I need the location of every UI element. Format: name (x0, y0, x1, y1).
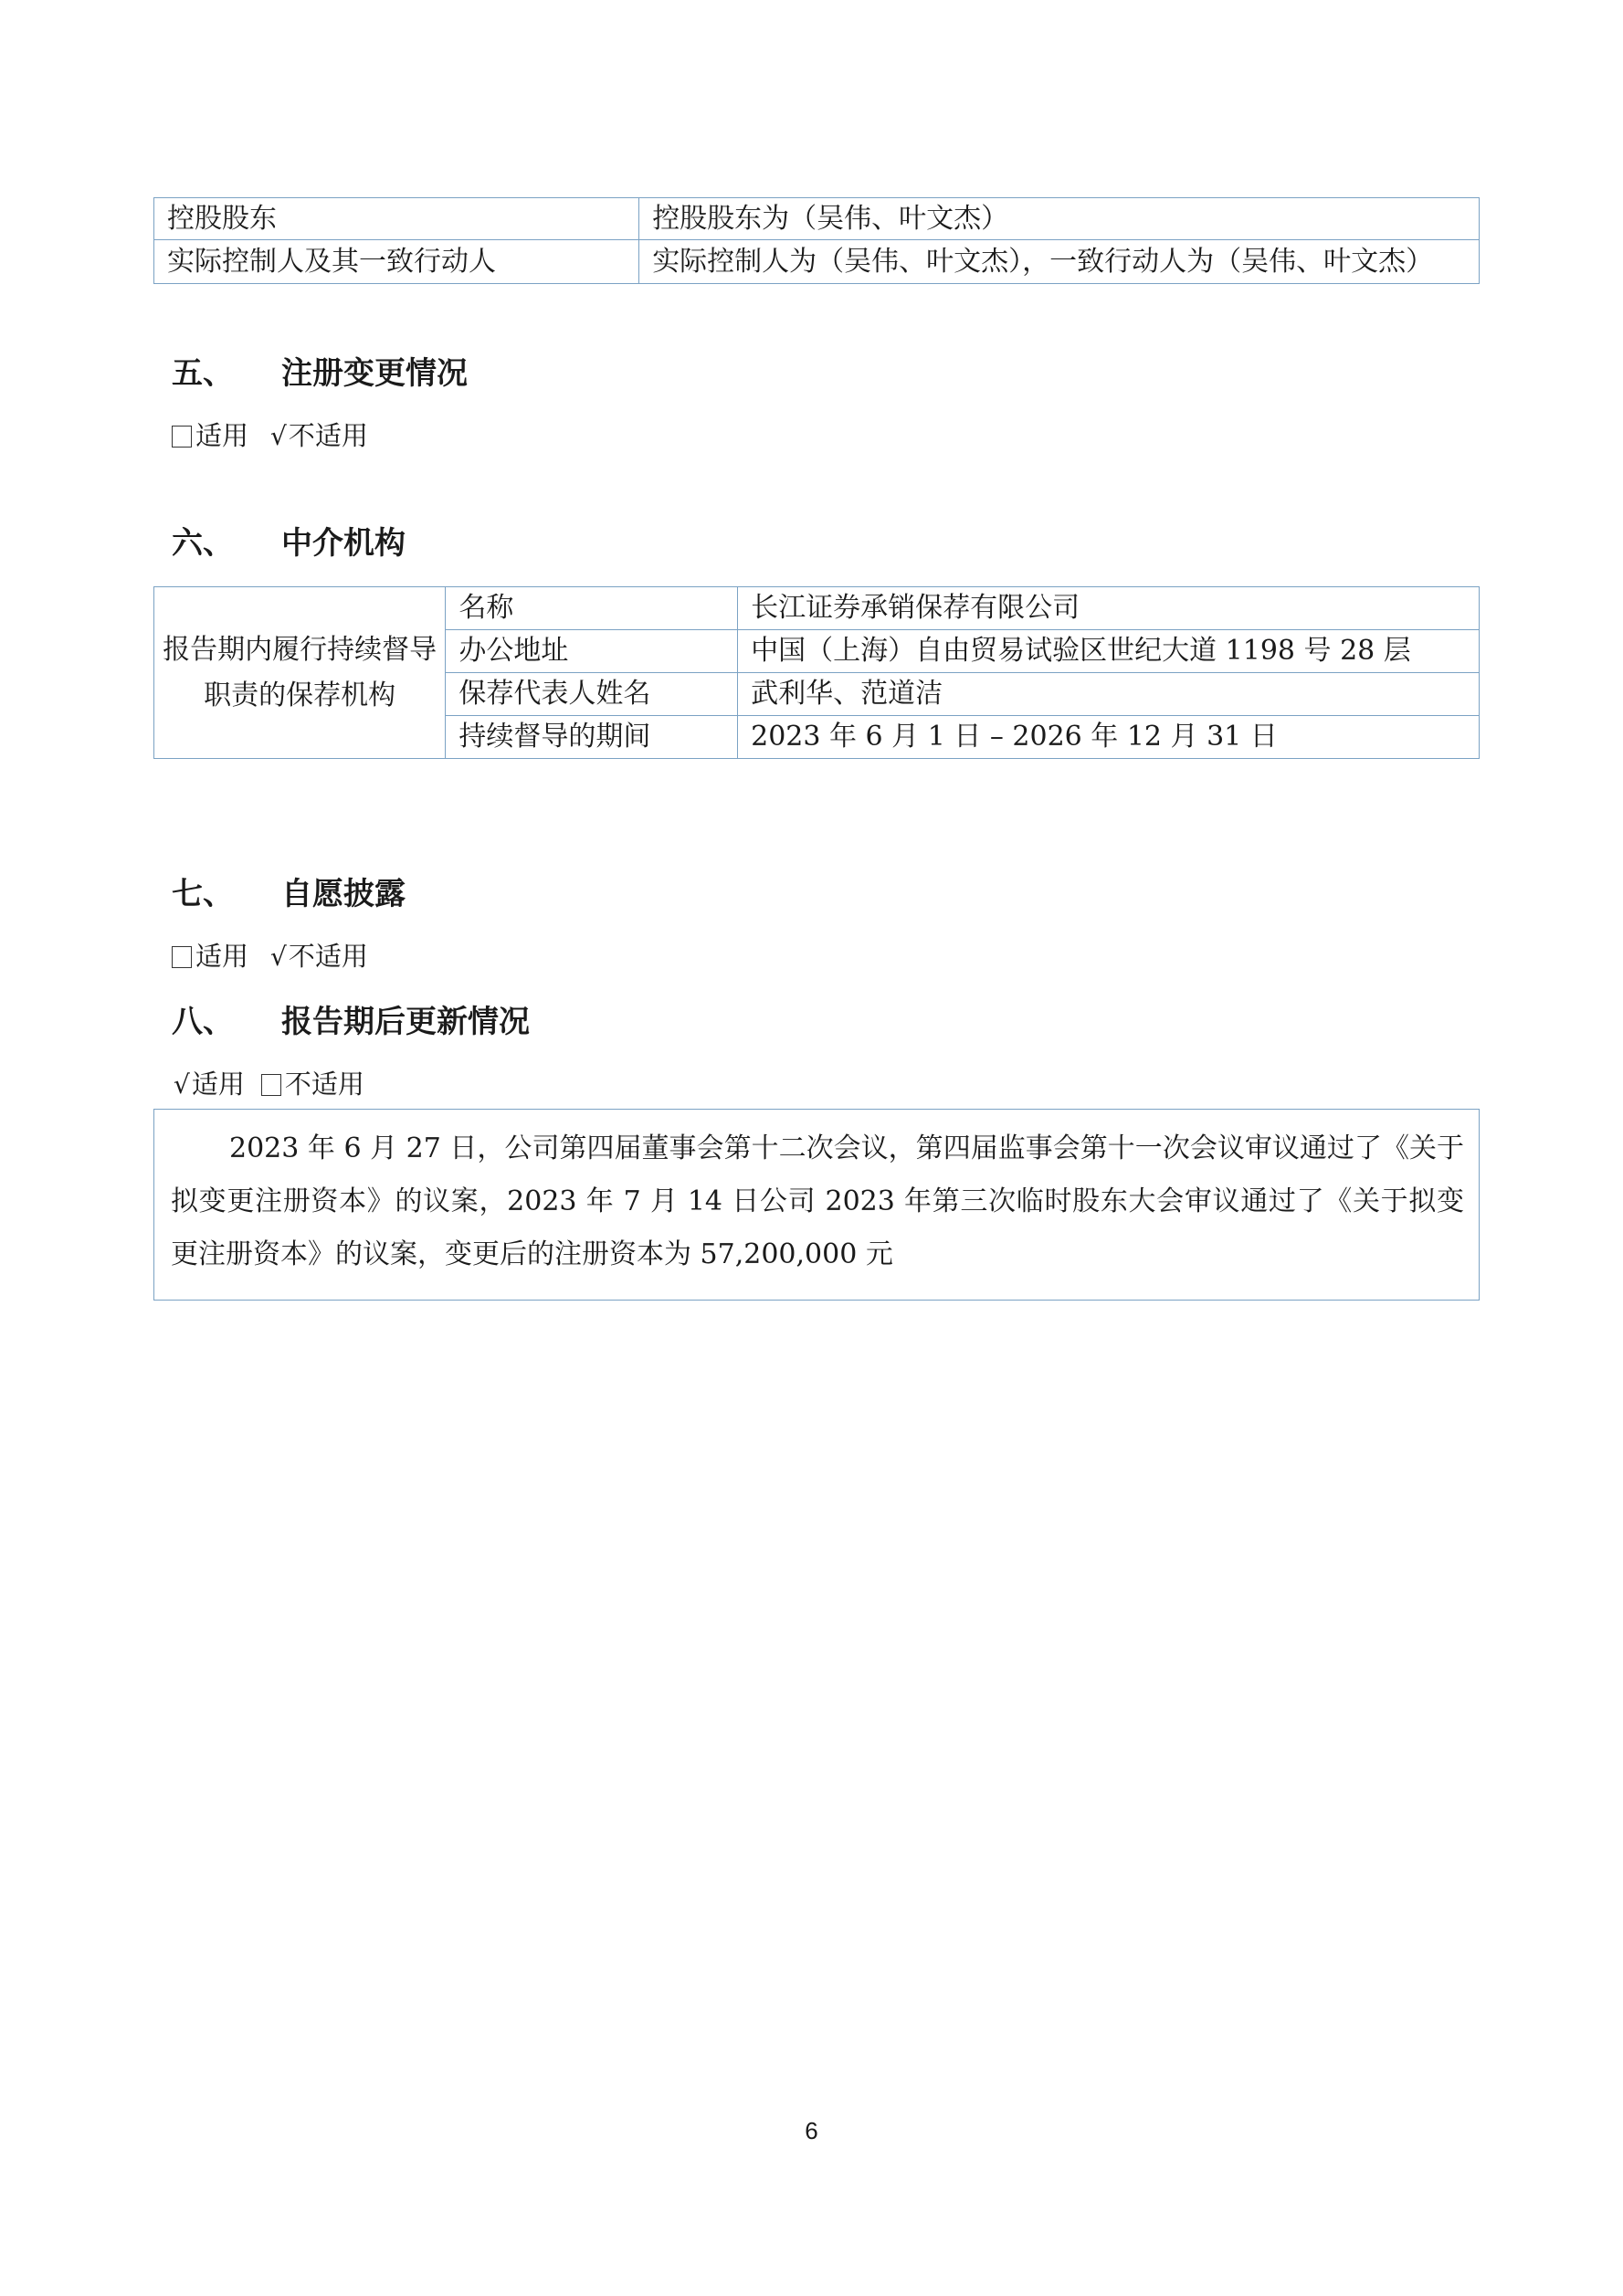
table-cell-label: 控股股东 (154, 198, 639, 240)
table-cell-label: 实际控制人及其一致行动人 (154, 240, 639, 284)
table-row (154, 240, 1480, 284)
page-number: 6 (805, 2117, 818, 2144)
section-heading-5 (172, 355, 468, 392)
table-cell-value: 2023 年 6 月 1 日 – 2026 年 12 月 31 日 (738, 716, 1480, 759)
option-applicable: 适用 (195, 420, 249, 451)
empty-checkbox-icon (172, 946, 192, 968)
section-heading-6 (172, 525, 406, 562)
section-title: 报告期后更新情况 (281, 1004, 530, 1040)
shareholder-table (153, 197, 1480, 284)
option-applicable: 适用 (191, 1069, 245, 1100)
table-cell-value: 中国（上海）自由贸易试验区世纪大道 1198 号 28 层 (738, 630, 1480, 673)
applicability-options (174, 1071, 364, 1098)
section-title: 自愿披露 (281, 876, 406, 912)
table-cell-value: 长江证券承销保荐有限公司 (738, 587, 1480, 630)
empty-checkbox-icon (261, 1074, 281, 1096)
applicability-options (172, 943, 368, 970)
section-number: 七、 (172, 876, 234, 912)
intermediary-table (153, 586, 1480, 759)
group-label: 报告期内履行持续督导职责的保荐机构 (163, 633, 437, 711)
post-period-update-text: 2023 年 6 月 27 日，公司第四届董事会第十二次会议，第四届监事会第十一次会议审议通过了《关于拟变更注册资本》的议案，2023 年 7 月 14 日公司 2023 年第三次临时股东大会审议通过了《关于拟变更注册资本》的议案，变更后的注册资本为 57,200,000 元 (171, 1132, 1464, 1270)
table-cell-value: 控股股东为（吴伟、叶文杰） (639, 198, 1480, 240)
section-number: 八、 (172, 1004, 234, 1040)
section-number: 六、 (172, 525, 234, 562)
group-label-cell (154, 587, 446, 759)
post-period-update-box (153, 1109, 1480, 1301)
section-heading-7 (172, 876, 406, 912)
table-row (154, 587, 1480, 630)
option-not-applicable: 不适用 (288, 941, 368, 972)
section-number: 五、 (172, 355, 234, 392)
checkmark-icon: √ (270, 942, 287, 972)
checkmark-icon: √ (270, 421, 287, 451)
table-cell-label: 持续督导的期间 (446, 716, 738, 759)
option-not-applicable: 不适用 (284, 1069, 364, 1100)
table-cell-value: 实际控制人为（吴伟、叶文杰），一致行动人为（吴伟、叶文杰） (639, 240, 1480, 284)
applicability-options (172, 420, 368, 451)
section-title: 注册变更情况 (281, 355, 468, 392)
section-heading-8 (172, 1004, 530, 1040)
table-cell-label: 名称 (446, 587, 738, 630)
option-not-applicable: 不适用 (288, 420, 368, 451)
section-title: 中介机构 (281, 525, 406, 562)
checkmark-icon: √ (174, 1069, 190, 1100)
table-cell-label: 办公地址 (446, 630, 738, 673)
table-row (154, 198, 1480, 240)
option-applicable: 适用 (195, 941, 249, 972)
table-cell-label: 保荐代表人姓名 (446, 673, 738, 716)
table-cell-value: 武利华、范道洁 (738, 673, 1480, 716)
empty-checkbox-icon (172, 426, 192, 448)
